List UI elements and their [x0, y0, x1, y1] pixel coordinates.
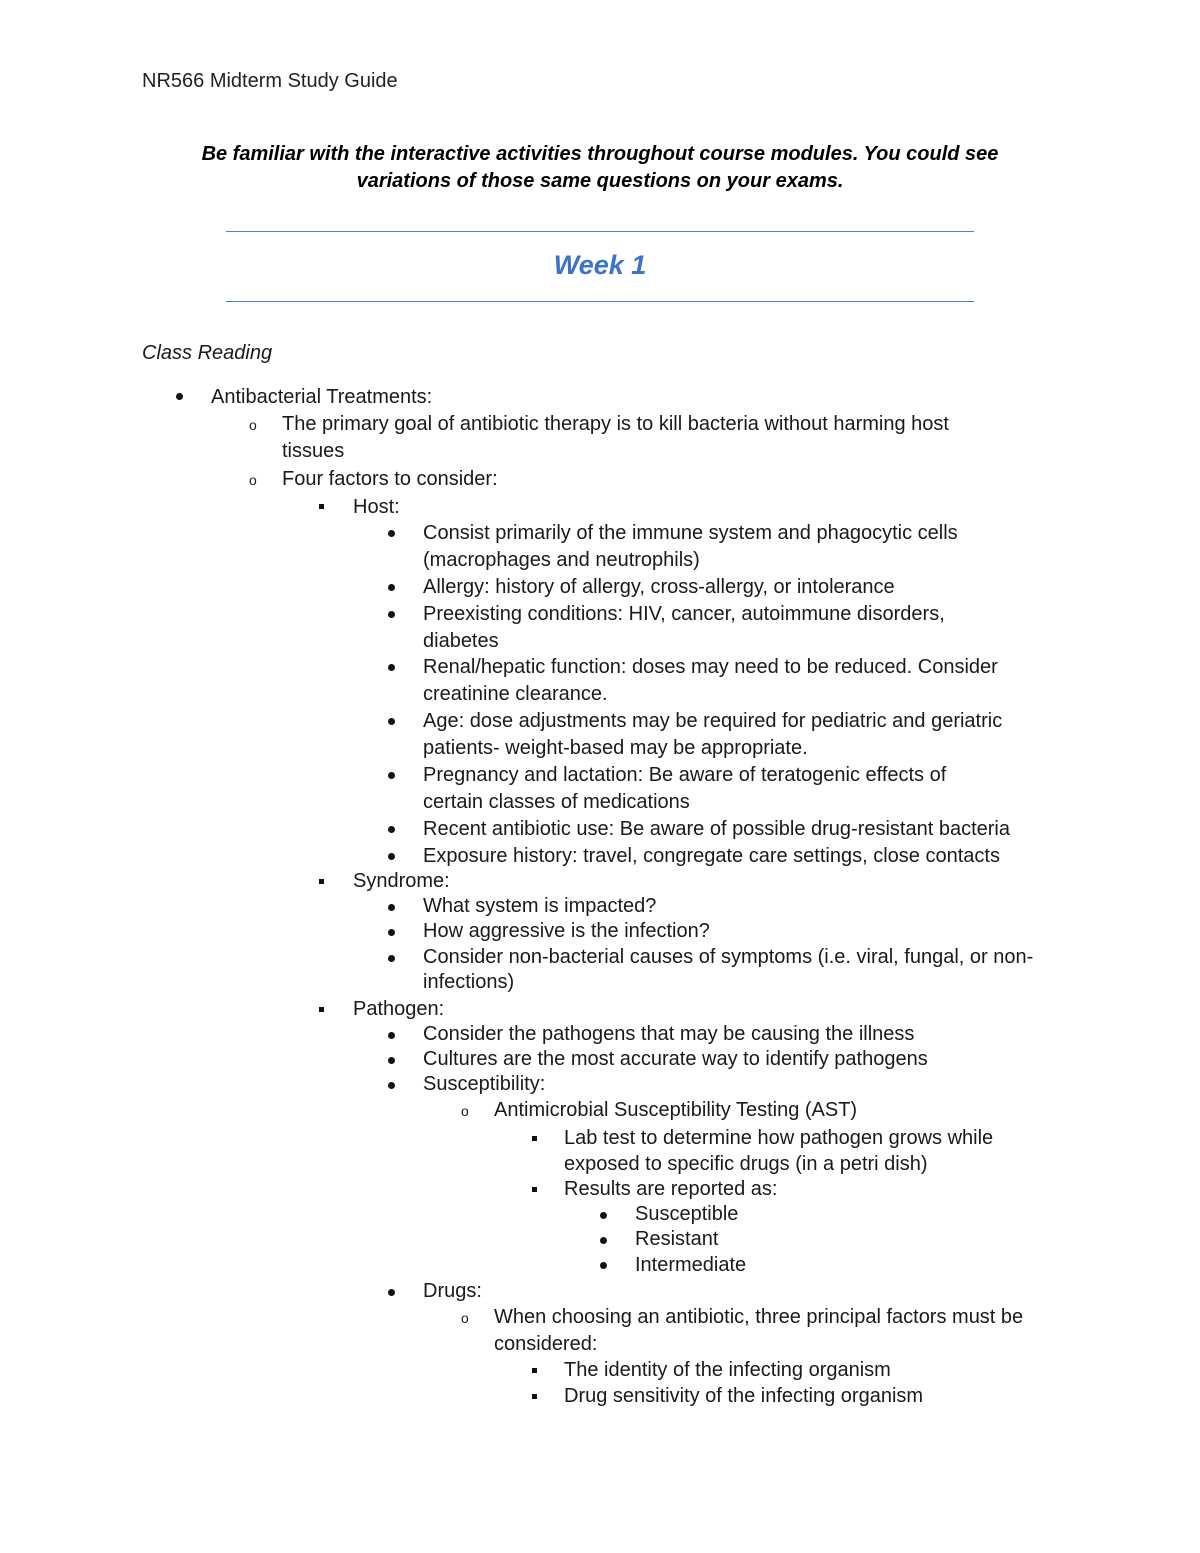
- bullet-dot-icon: [388, 1057, 395, 1064]
- list-item: Susceptibility:: [423, 1073, 546, 1095]
- list-item: Cultures are the most accurate way to identify pathogens: [423, 1048, 928, 1070]
- bullet-circle-icon: o: [249, 417, 257, 433]
- list-item: Results are reported as:: [564, 1178, 778, 1200]
- bullet-dot-icon: [388, 611, 395, 618]
- list-item-continuation: certain classes of medications: [423, 791, 690, 813]
- list-item: Consider the pathogens that may be causing the illness: [423, 1023, 915, 1045]
- bullet-dot-icon: [600, 1212, 607, 1219]
- list-item: Consider non-bacterial causes of symptoms (i.e. viral, fungal, or non-: [423, 946, 1034, 968]
- heading-rule-top: [226, 231, 974, 232]
- bullet-dot-icon: [388, 955, 395, 962]
- list-item-continuation: patients- weight-based may be appropriate.: [423, 737, 808, 759]
- notice-text: [130, 141, 1070, 195]
- list-item: Antibacterial Treatments:: [211, 386, 433, 408]
- list-item: Susceptible: [635, 1203, 739, 1225]
- list-item-continuation: diabetes: [423, 630, 499, 652]
- list-item: Pregnancy and lactation: Be aware of teratogenic effects of: [423, 764, 947, 786]
- list-item: Exposure history: travel, congregate care settings, close contacts: [423, 845, 1000, 867]
- list-item-continuation: (macrophages and neutrophils): [423, 549, 700, 571]
- list-item: Syndrome:: [353, 870, 450, 892]
- list-item: Recent antibiotic use: Be aware of possible drug-resistant bacteria: [423, 818, 1010, 840]
- list-item: Renal/hepatic function: doses may need to be reduced. Consider: [423, 656, 998, 678]
- bullet-square-icon: [532, 1136, 537, 1141]
- bullet-dot-icon: [388, 904, 395, 911]
- bullet-square-icon: [532, 1394, 537, 1399]
- list-item: Intermediate: [635, 1254, 747, 1276]
- bullet-dot-icon: [388, 853, 395, 860]
- notice-line-1: Be familiar with the interactive activities throughout course modules. You could see: [201, 143, 999, 165]
- week-heading: Week 1: [553, 250, 647, 280]
- list-item: The primary goal of antibiotic therapy is to kill bacteria without harming host: [282, 413, 949, 435]
- bullet-square-icon: [319, 504, 324, 509]
- list-item: Drugs:: [423, 1280, 482, 1302]
- bullet-circle-icon: o: [461, 1103, 469, 1119]
- bullet-circle-icon: o: [461, 1310, 469, 1326]
- bullet-dot-icon: [388, 584, 395, 591]
- list-item-continuation: infections): [423, 971, 515, 993]
- list-item: When choosing an antibiotic, three principal factors must be: [494, 1306, 1024, 1328]
- bullet-square-icon: [319, 879, 324, 884]
- section-label: Class Reading: [142, 342, 273, 364]
- list-item: What system is impacted?: [423, 895, 657, 917]
- list-item: Host:: [353, 496, 400, 518]
- bullet-dot-icon: [388, 718, 395, 725]
- list-item-continuation: exposed to specific drugs (in a petri dish): [564, 1153, 928, 1175]
- list-item: Lab test to determine how pathogen grows while: [564, 1127, 994, 1149]
- document-header: NR566 Midterm Study Guide: [142, 70, 398, 92]
- list-item: Age: dose adjustments may be required for pediatric and geriatric: [423, 710, 1003, 732]
- bullet-circle-icon: o: [249, 472, 257, 488]
- list-item: Four factors to consider:: [282, 468, 498, 490]
- list-item: Allergy: history of allergy, cross-allergy, or intolerance: [423, 576, 895, 598]
- list-item: Resistant: [635, 1228, 719, 1250]
- bullet-dot-icon: [388, 826, 395, 833]
- notice-line-2: variations of those same questions on your exams.: [356, 170, 844, 192]
- list-item: Consist primarily of the immune system and phagocytic cells: [423, 522, 958, 544]
- bullet-dot-icon: [600, 1262, 607, 1269]
- bullet-dot-icon: [388, 772, 395, 779]
- bullet-dot-icon: [388, 929, 395, 936]
- list-item-continuation: creatinine clearance.: [423, 683, 608, 705]
- heading-rule-bottom: [226, 301, 974, 302]
- bullet-dot-icon: [388, 530, 395, 537]
- list-item: How aggressive is the infection?: [423, 920, 710, 942]
- bullet-dot-icon: [388, 664, 395, 671]
- list-item: Drug sensitivity of the infecting organism: [564, 1385, 924, 1407]
- bullet-square-icon: [532, 1187, 537, 1192]
- list-item: The identity of the infecting organism: [564, 1359, 891, 1381]
- list-item: Antimicrobial Susceptibility Testing (AST): [494, 1099, 858, 1121]
- list-item: Pathogen:: [353, 998, 445, 1020]
- bullet-dot-icon: [388, 1032, 395, 1039]
- list-item-continuation: considered:: [494, 1333, 598, 1355]
- bullet-square-icon: [532, 1368, 537, 1373]
- bullet-dot-icon: [600, 1237, 607, 1244]
- list-item: Preexisting conditions: HIV, cancer, autoimmune disorders,: [423, 603, 945, 625]
- bullet-dot-icon: [388, 1082, 395, 1089]
- list-item-continuation: tissues: [282, 440, 345, 462]
- bullet-dot-icon: [388, 1289, 395, 1296]
- bullet-dot-icon: [176, 393, 183, 400]
- bullet-square-icon: [319, 1007, 324, 1012]
